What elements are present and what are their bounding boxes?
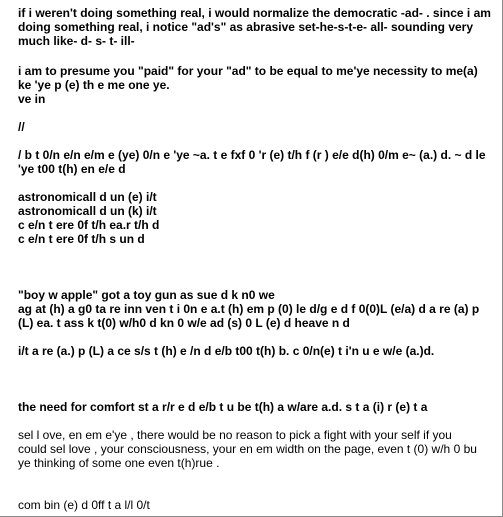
text-line: if i weren't doing something real, i would normalize the democratic -ad- . since i am (18, 6, 491, 20)
paragraph-5 (18, 190, 492, 246)
text-line: astronomicall d un (k) i/t (18, 204, 157, 218)
text-line: com bin (e) d 0ff t a l/l 0/t (18, 498, 150, 512)
text-line: astronomicall d un (e) i/t (18, 190, 157, 204)
paragraph-3 (18, 120, 492, 134)
text-line: 'ye t00 t(h) en e/e d (18, 162, 126, 176)
paragraph-1 (18, 6, 492, 48)
text-line: ag at (h) a g0 ta re inn ven t i 0n e a.t (h) em p (0) le d/g e d f 0(0)L (e/a) d a re (a) p (18, 302, 480, 316)
paragraph-2 (18, 64, 492, 106)
text-line: // (18, 120, 25, 134)
text-line: i am to presume you "paid" for your "ad" to be equal to me'ye necessity to me(a) (18, 64, 478, 78)
text-line: c e/n t ere 0f t/h ea.r t/h d (18, 218, 160, 232)
paragraph-9 (18, 428, 492, 470)
text-line: "boy w apple" got a toy gun as sue d k n0 we (18, 288, 275, 302)
text-line: could sel love , your consciousness, your en em width on the page, even t (0) w/h 0 bu (18, 442, 477, 456)
text-line: c e/n t ere 0f t/h s un d (18, 232, 145, 246)
paragraph-4 (18, 148, 492, 176)
paragraph-7 (18, 344, 492, 358)
text-line: i/t a re (a.) p (L) a ce s/s t (h) e /n d e/b t00 t(h) b. c 0/n(e) t i'n u e w/e (a.)d. (18, 344, 435, 358)
text-line: ve in (18, 92, 46, 106)
text-line: doing something real, i notice "ad's" as abrasive set-he-s-t-e- all- sounding very (18, 20, 474, 34)
paragraph-6 (18, 288, 492, 330)
text-line: sel l ove, en em e'ye , there would be no reason to pick a fight with your self if you (18, 428, 452, 442)
paragraph-8 (18, 400, 492, 414)
text-line: (L) ea. t ass k t(0) w/h0 d kn 0 w/e ad (s) 0 L (e) d heave n d (18, 316, 350, 330)
text-line: ke 'ye p (e) th e me one ye. (18, 78, 170, 92)
paragraph-10 (18, 498, 492, 512)
text-line: the need for comfort st a r/r e d e/b t u be t(h) a w/are a.d. s t a (i) r (e) t a (18, 400, 428, 414)
text-line: much like- d- s- t- ill- (18, 34, 135, 48)
text-line: / b t 0/n e/n e/m e (ye) 0/n e 'ye ~a. t e fxf 0 'r (e) t/h f (r ) e/e d(h) 0/m e~ (a.) d. ~ d le (18, 148, 486, 162)
text-line: ye thinking of some one even t(h)rue . (18, 456, 220, 470)
